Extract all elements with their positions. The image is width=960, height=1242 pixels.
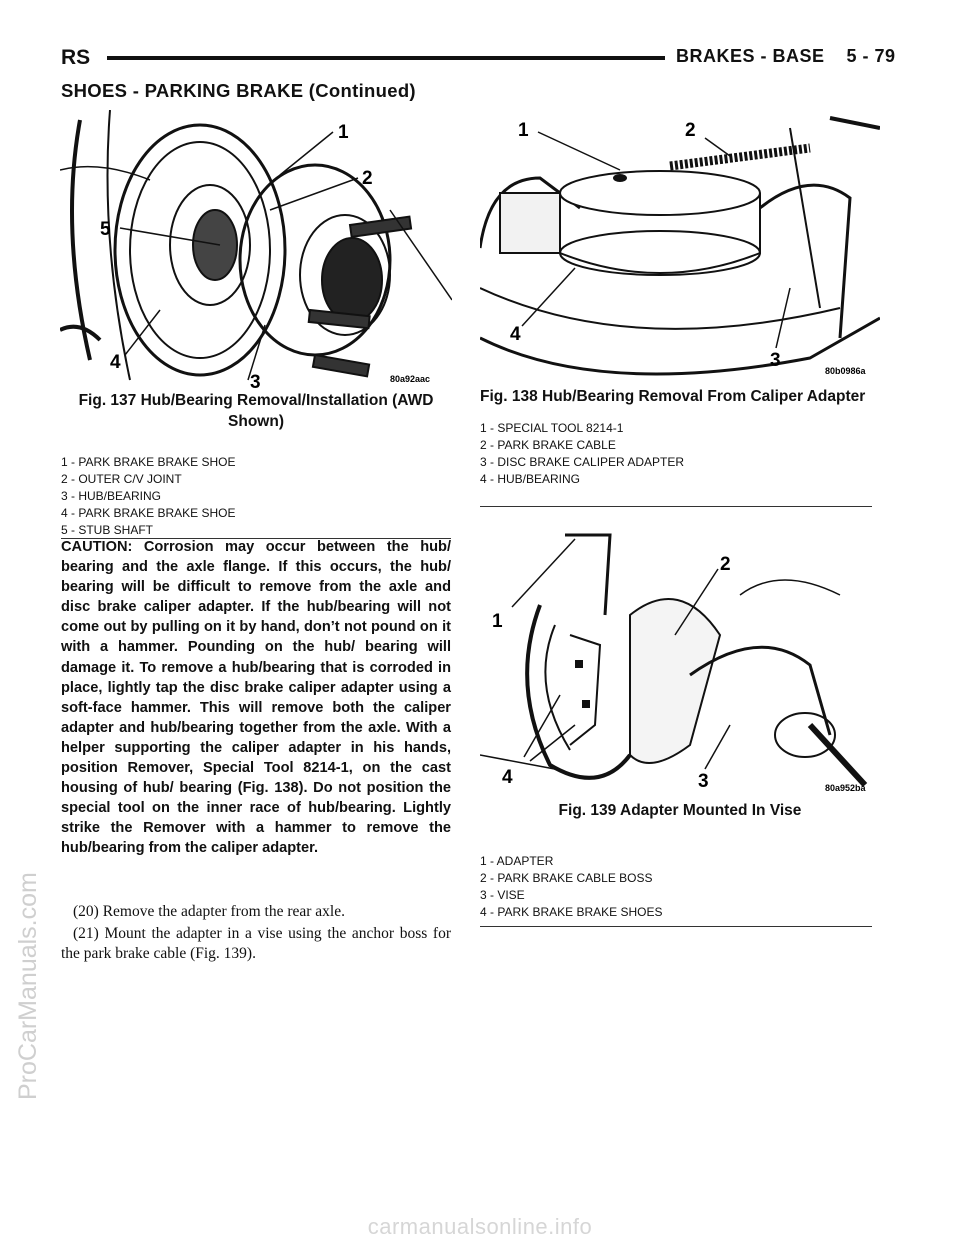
callout-3: 3 (250, 372, 261, 388)
figure-137-legend (61, 454, 236, 539)
legend-item: 1 - ADAPTER (480, 854, 554, 868)
header-page-title: BRAKES - BASE 5 - 79 (676, 46, 896, 66)
legend-item: 2 - PARK BRAKE CABLE BOSS (480, 871, 653, 885)
section-title: SHOES - PARKING BRAKE (Continued) (61, 80, 416, 101)
figure-138-rule (480, 506, 872, 507)
figure-137-illustration (60, 110, 452, 388)
legend-item: 5 - STUB SHAFT (61, 523, 154, 537)
figure-137-caption: Fig. 137 Hub/Bearing Removal/Installation (AWD Shown) (78, 392, 434, 430)
callout-2: 2 (685, 120, 696, 141)
watermark-bottom: carmanualsonline.info (367, 1214, 593, 1239)
legend-item: 3 - HUB/BEARING (61, 489, 162, 503)
legend-item: 1 - PARK BRAKE BRAKE SHOE (61, 455, 236, 469)
callout-2: 2 (720, 554, 731, 575)
callout-5: 5 (100, 219, 111, 240)
figure-code: 80a952ba (825, 783, 866, 793)
callout-4: 4 (502, 767, 513, 788)
legend-item: 4 - PARK BRAKE BRAKE SHOE (61, 506, 236, 520)
callout-3: 3 (770, 350, 781, 371)
legend-item: 2 - OUTER C/V JOINT (61, 472, 182, 486)
callout-1: 1 (338, 122, 349, 143)
callout-2: 2 (362, 168, 373, 189)
callout-3: 3 (698, 771, 709, 792)
header-section-code: RS (61, 46, 91, 69)
figure-138-illustration (480, 108, 880, 388)
legend-item: 4 - PARK BRAKE BRAKE SHOES (480, 905, 663, 919)
step-20: (20) Remove the adapter from the rear axle. (73, 903, 345, 920)
figure-138-caption: Fig. 138 Hub/Bearing Removal From Caliper Adapter (480, 388, 866, 405)
callout-4: 4 (510, 324, 521, 345)
figure-138-legend (480, 420, 684, 488)
callout-1: 1 (518, 120, 529, 141)
legend-item: 3 - VISE (480, 888, 525, 902)
legend-item: 4 - HUB/BEARING (480, 472, 581, 486)
figure-code: 80a92aac (390, 374, 431, 384)
figure-code: 80b0986a (825, 366, 866, 376)
figure-139-illustration (480, 525, 880, 797)
watermark-side: ProCarManuals.com (14, 872, 42, 1100)
legend-item: 1 - SPECIAL TOOL 8214-1 (480, 421, 624, 435)
legend-item: 2 - PARK BRAKE CABLE (480, 438, 616, 452)
legend-item: 3 - DISC BRAKE CALIPER ADAPTER (480, 455, 685, 469)
figure-139-rule (480, 926, 872, 927)
figure-139-legend (480, 853, 663, 921)
caution-paragraph: CAUTION: Corrosion may occur between the hub/ bearing and the axle flange. If this occurs, the hub/ bearing will be difficult to remove from the axle and disc brake caliper adapter. If the hub/bearing will not come out by pulling on it by hand, don’t not pound on it with a hammer. Pounding on the hub/ bearing will damage it. To remove a hub/bearing that is corroded in place, lightly tap the disc brake caliper adapter using a soft-face hammer. This will remove both the caliper adapter and hub/bearing together from the axle. With a helper supporting the caliper adapter in his hands, position Remover, Special Tool 8214-1, on the cast housing of hub/ bearing (Fig. 138). Do not position the special tool on the inner race of hub/bearing. Lightly strike the Remover with a hammer to remove the hub/bearing from the caliper adapter. (61, 539, 451, 857)
step-21: (21) Mount the adapter in a vise using the anchor boss for the park brake cable (Fig. 139). (61, 925, 451, 962)
header-rule (107, 56, 665, 60)
callout-1: 1 (492, 611, 503, 632)
callout-4: 4 (110, 352, 121, 373)
figure-139-caption: Fig. 139 Adapter Mounted In Vise (558, 802, 802, 819)
